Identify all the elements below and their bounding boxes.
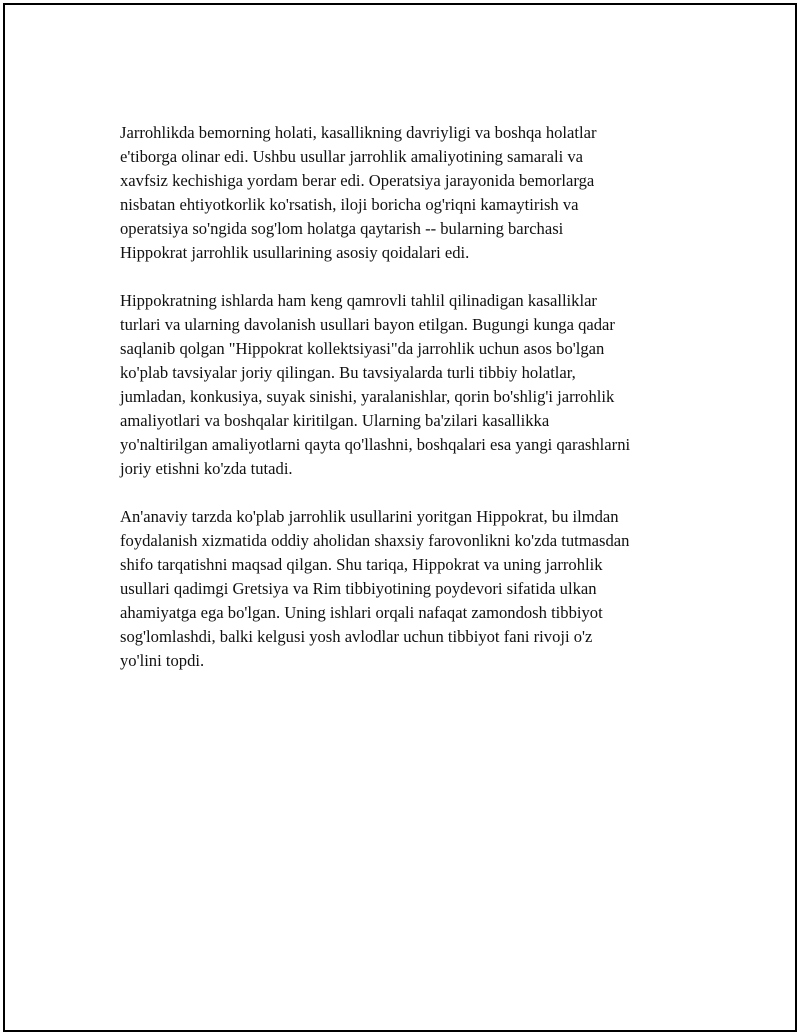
paragraph-2: Hippokratning ishlarda ham keng qamrovli tahlil qilinadigan kasalliklar turlari va ularning davolanish usullari bayon etilgan. Bugungi kunga qadar saqlanib qolgan "Hippokrat kollektsiyasi"da jarrohlik uchun asos bo'lgan ko'plab tavsiyalar joriy qilingan. Bu tavsiyalarda turli tibbiy holatlar, jumladan, konkusiya, suyak sinishi, yaralanishlar, qorin bo'shlig'i jarrohlik amaliyotlari va boshqalar kiritilgan. Ularning ba'zilari kasallikka yo'naltirilgan amaliyotlarni qayta qo'llashni, boshqalari esa yangi qarashlarni joriy etishni ko'zda tutadi. bbox=[120, 291, 631, 478]
paragraph-1: Jarrohlikda bemorning holati, kasallikning davriyligi va boshqa holatlar e'tiborga olinar edi. Ushbu usullar jarrohlik amaliyotining samarali va xavfsiz kechishiga yordam berar edi. Operatsiya jarayonida bemorlarga nisbatan ehtiyotkorlik ko'rsatish, iloji boricha og'riqni kamaytirish va operatsiya so'ngida sog'lom holatga qaytarish -- bularning barchasi Hippokrat jarrohlik usullarining asosiy qoidalari edi. bbox=[120, 123, 597, 262]
document-body bbox=[120, 121, 710, 697]
paragraph-3: An'anaviy tarzda ko'plab jarrohlik usullarini yoritgan Hippokrat, bu ilmdan foydalanish xizmatida oddiy aholidan shaxsiy farovonlikni ko'zda tutmasdan shifo tarqatishni maqsad qilgan. Shu tariqa, Hippokrat va uning jarrohlik usullari qadimgi Gretsiya va Rim tibbiyotining poydevori sifatida ulkan ahamiyatga ega bo'lgan. Uning ishlari orqali nafaqat zamondosh tibbiyot sog'lomlashdi, balki kelgusi yosh avlodlar uchun tibbiyot fani rivoji o'z yo'lini topdi. bbox=[120, 507, 630, 670]
document-page bbox=[3, 3, 797, 1032]
